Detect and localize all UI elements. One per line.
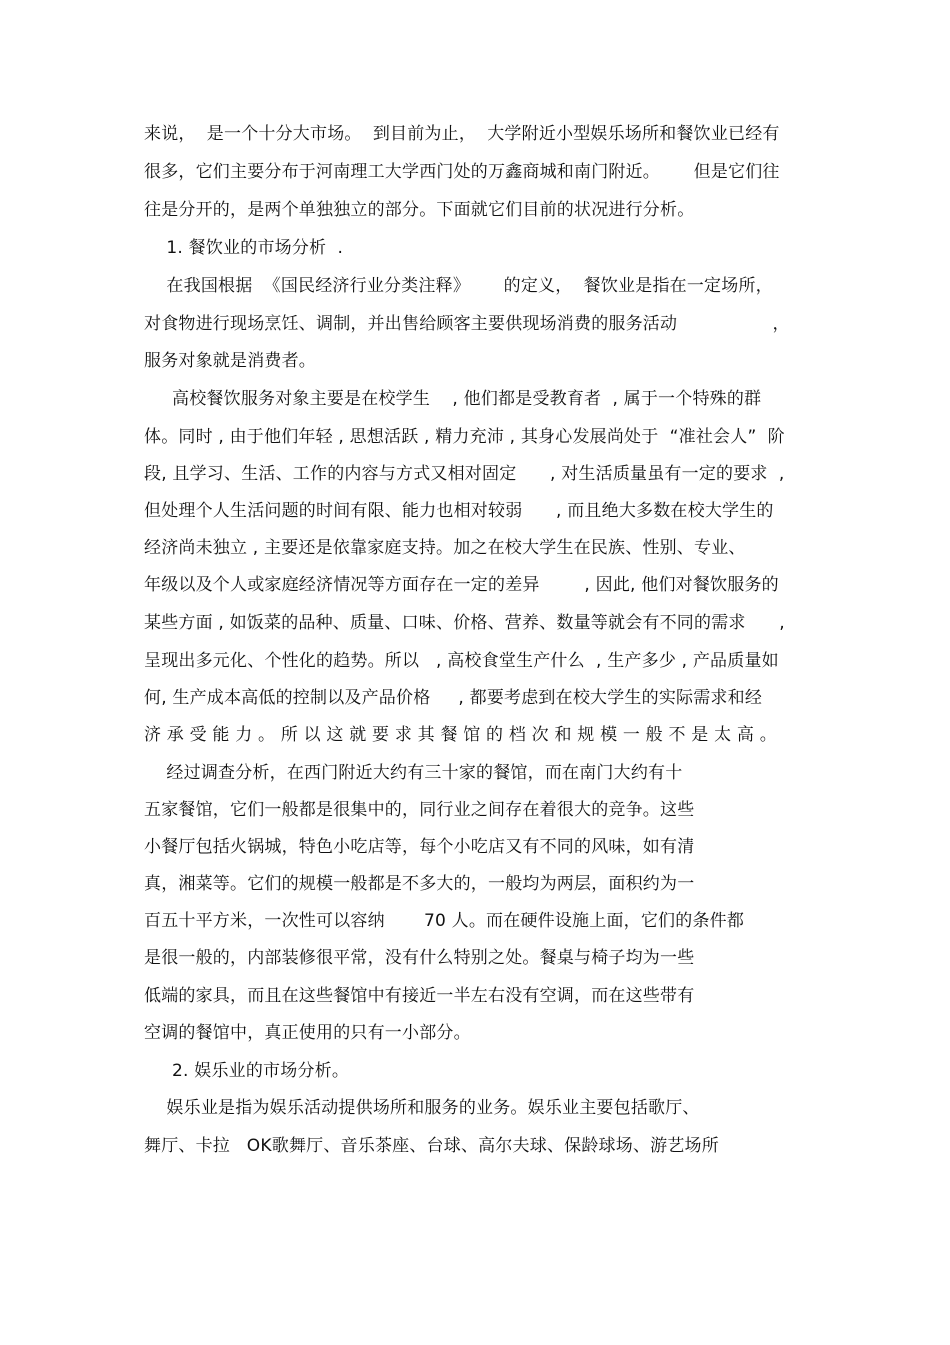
text-line: 五家餐馆，它们一般都是很集中的，同行业之间存在着很大的竞争。这些 [144, 800, 695, 820]
text-line: 段, 且学习、生活、工作的内容与方式又相对固定 , 对生活质量虽有一定的要求 , [144, 464, 785, 484]
text-line: 何, 生产成本高低的控制以及产品价格 , 都要考虑到在校大学生的实际需求和经 [144, 688, 763, 708]
text-line: 真，湘菜等。它们的规模一般都是不多大的，一般均为两层，面积约为一 [144, 874, 695, 894]
text-line: 服务对象就是消费者。 [144, 351, 316, 371]
text-line: 高校餐饮服务对象主要是在校学生 , 他们都是受教育者 , 属于一个特殊的群 [144, 389, 762, 409]
text-line: 舞厅、卡拉 OK歌舞厅、音乐茶座、台球、高尔夫球、保龄球场、游艺场所 [144, 1136, 719, 1156]
text-line: 空调的餐馆中，真正使用的只有一小部分。 [144, 1023, 471, 1043]
text-line: 呈现出多元化、个性化的趋势。所以 , 高校食堂生产什么 , 生产多少 , 产品质量如 [144, 651, 779, 671]
text-line: 百五十平方米，一次性可以容纳 70 人。而在硬件设施上面，它们的条件都 [144, 911, 745, 931]
text-line: 往是分开的，是两个单独独立的部分。下面就它们目前的状况进行分析。 [144, 200, 695, 220]
section-heading-entertainment: 2. 娱乐业的市场分析。 [144, 1061, 350, 1081]
text-line: 经济尚未独立 , 主要还是依靠家庭支持。加之在校大学生在民族、性别、专业、 [144, 538, 746, 558]
text-line: 年级以及个人或家庭经济情况等方面存在一定的差异 , 因此, 他们对餐饮服务的 [144, 575, 779, 595]
text-line: 某些方面 , 如饭菜的品种、质量、口味、价格、营养、数量等就会有不同的需求 , [144, 613, 785, 633]
text-line: 是很一般的，内部装修很平常，没有什么特别之处。餐桌与椅子均为一些 [144, 948, 695, 968]
text-line: 但处理个人生活问题的时间有限、能力也相对较弱 , 而且绝大多数在校大学生的 [144, 501, 774, 521]
text-line: 对食物进行现场烹饪、调制，并出售给顾客主要供现场消费的服务活动 ， [144, 314, 790, 334]
text-line: 济 承 受 能 力 。 所 以 这 就 要 求 其 餐 馆 的 档 次 和 规 模 一 般 不 是 太 高 。 [144, 725, 777, 745]
text-line: 来说， 是一个十分大市场。 到目前为止， 大学附近小型娱乐场所和餐饮业已经有 [144, 124, 780, 144]
text-line: 小餐厅包括火锅城，特色小吃店等，每个小吃店又有不同的风味，如有清 [144, 837, 695, 857]
text-line: 在我国根据 《国民经济行业分类注释》 的定义， 餐饮业是指在一定场所， [144, 276, 773, 296]
text-line: 很多，它们主要分布于河南理工大学西门处的万鑫商城和南门附近。 但是它们往 [144, 162, 780, 182]
section-heading-food: 1. 餐饮业的市场分析 . [144, 238, 344, 258]
text-line: 娱乐业是指为娱乐活动提供场所和服务的业务。娱乐业主要包括歌厅、 [144, 1098, 700, 1118]
text-line: 体。同时 , 由于他们年轻 , 思想活跃 , 精力充沛 , 其身心发展尚处于 “准社会人” 阶 [144, 427, 785, 447]
text-line: 低端的家具，而且在这些餐馆中有接近一半左右没有空调，而在这些带有 [144, 986, 695, 1006]
text-line: 经过调查分析，在西门附近大约有三十家的餐馆，而在南门大约有十 [144, 763, 683, 783]
